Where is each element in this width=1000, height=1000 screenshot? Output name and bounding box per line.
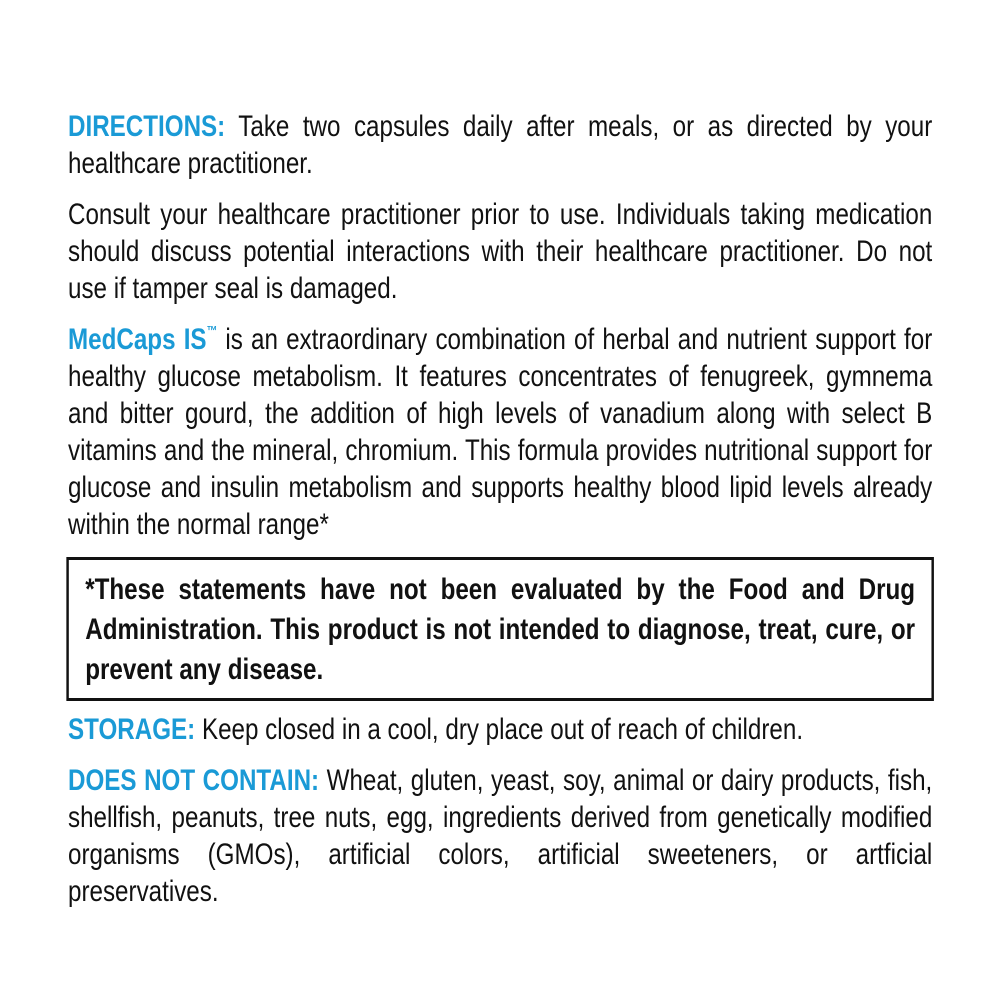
storage-label: STORAGE: — [68, 713, 196, 746]
description-paragraph — [68, 321, 932, 543]
directions-text: Take two capsules daily after meals, or as directed by your healthcare practitioner. — [68, 110, 933, 180]
does-not-contain-paragraph — [68, 762, 932, 910]
description-text: is an extraordinary combination of herbal and nutrient support for healthy glucose metabolism. It features concentrates of fenugreek, gymnema and bitter gourd, the addition of high levels of vanadium along with select B vitamins and the mineral, chromium. This formula provides nutritional support for glucose and insulin metabolism and supports healthy blood lipid levels already within the normal range* — [68, 323, 933, 541]
trademark-symbol: ™ — [206, 323, 218, 338]
directions-label: DIRECTIONS: — [68, 110, 226, 143]
does-not-contain-label: DOES NOT CONTAIN: — [68, 764, 320, 797]
label-panel — [68, 108, 932, 924]
storage-paragraph — [68, 711, 932, 748]
storage-text: Keep closed in a cool, dry place out of reach of children. — [195, 713, 804, 746]
caution-paragraph: Consult your healthcare practitioner prior to use. Individuals taking medication should discuss potential interactions with their healthcare practitioner. Do not use if tamper seal is damaged. — [68, 198, 933, 305]
directions-paragraph — [68, 108, 932, 182]
does-not-contain-text: Wheat, gluten, yeast, soy, animal or dairy products, fish, shellfish, peanuts, tree nuts, egg, ingredients derived from genetically modified organisms (GMOs), artificial colors, artificial sweeteners, or artficial preservatives. — [68, 764, 933, 908]
brand-name: MedCaps IS — [68, 323, 207, 356]
fda-disclaimer-box — [66, 557, 934, 701]
fda-disclaimer-text: *These statements have not been evaluated by the Food and Drug Administration. This product is not intended to diagnose, treat, cure, or prevent any disease. — [85, 573, 916, 686]
